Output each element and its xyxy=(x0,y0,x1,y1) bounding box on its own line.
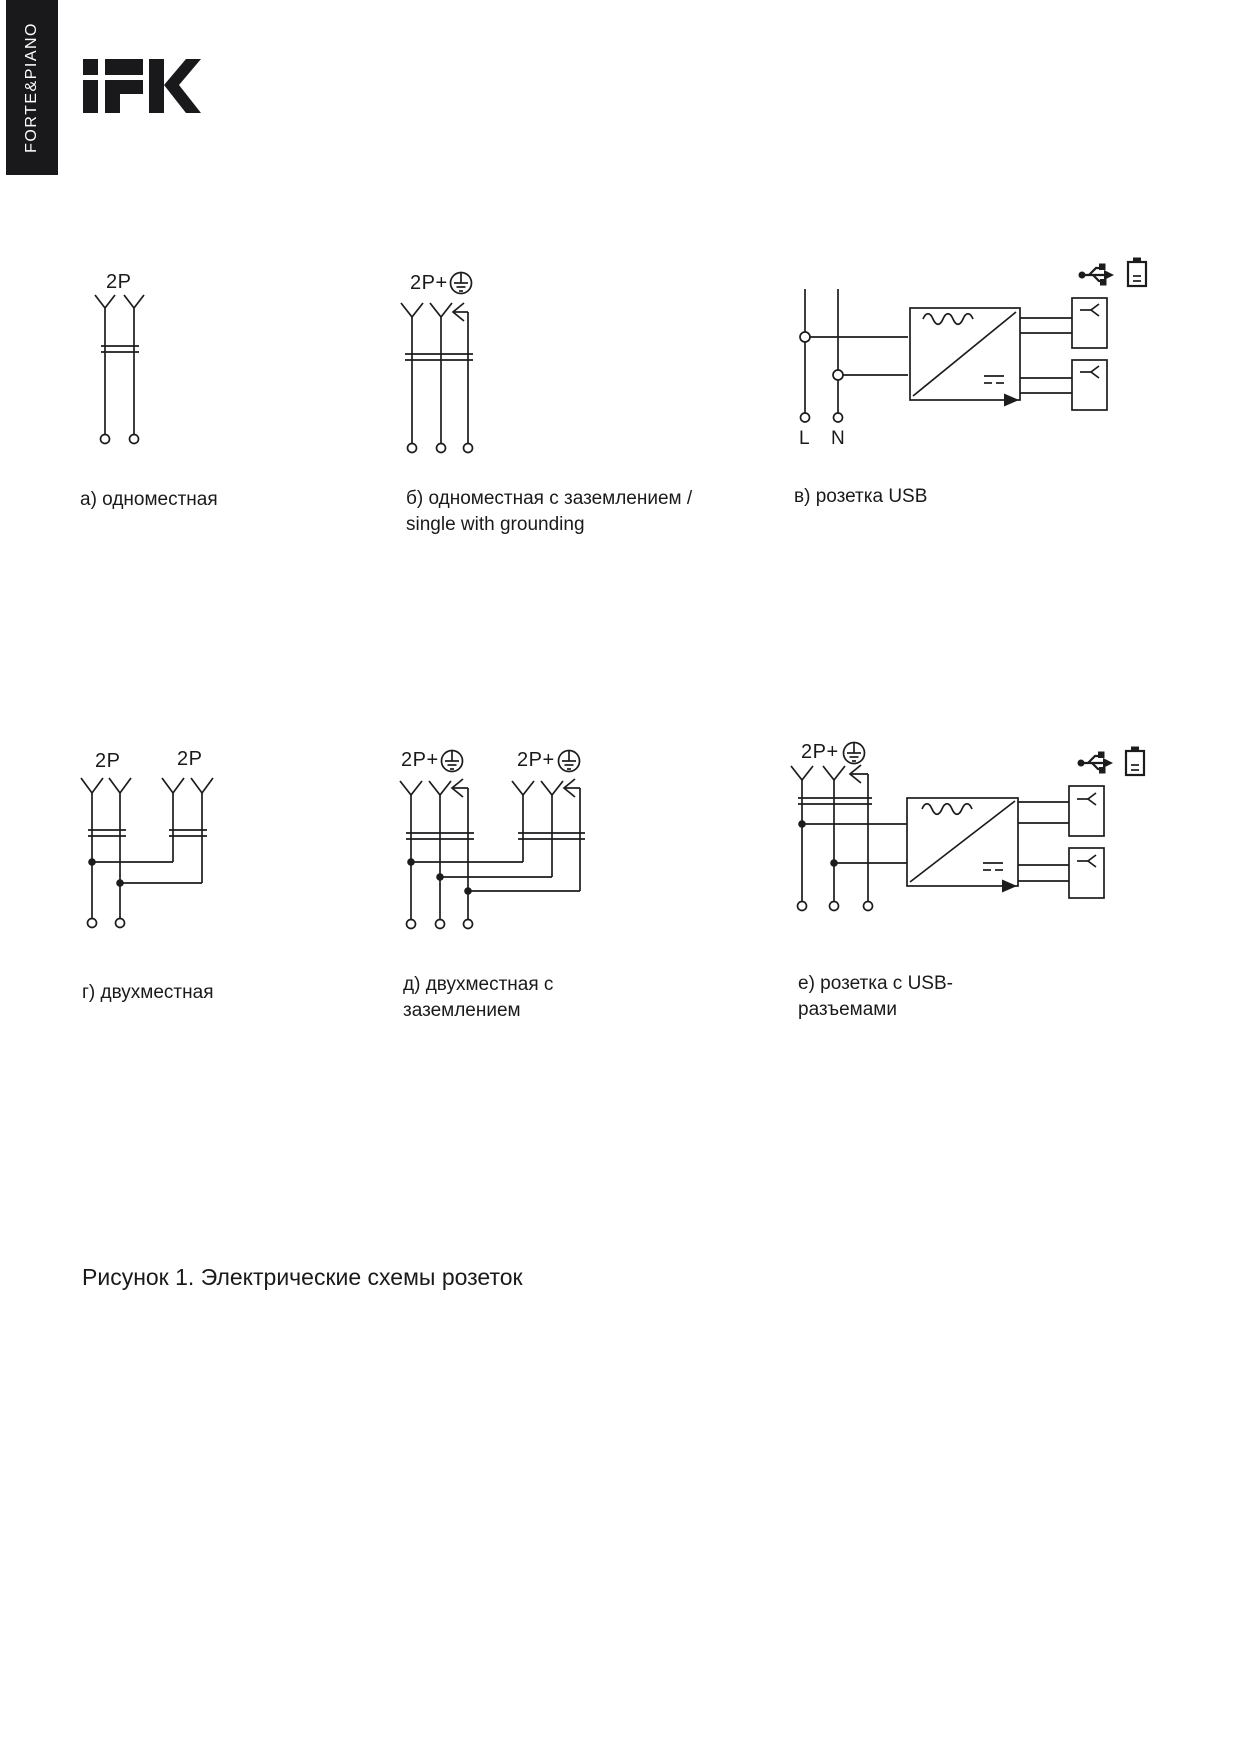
caption-diagram-f-line1: е) розетка с USB- xyxy=(798,973,953,994)
diagram-c-usb-socket xyxy=(800,258,1146,423)
caption-diagram-d: г) двухместная xyxy=(82,982,214,1003)
line-label-L: L xyxy=(799,428,810,449)
junction-dot xyxy=(116,879,124,887)
terminal xyxy=(801,413,810,422)
junction-node xyxy=(833,370,843,380)
caption-diagram-c: в) розетка USB xyxy=(794,486,928,507)
output-arrow-icon xyxy=(1002,880,1017,893)
ground-contact-arrow xyxy=(564,779,580,797)
earth-ground-icon xyxy=(451,273,472,294)
pole-label-f: 2P+ xyxy=(801,741,839,763)
terminal xyxy=(436,920,445,929)
junction-dot xyxy=(88,858,96,866)
terminal xyxy=(464,920,473,929)
ground-contact-arrow xyxy=(452,779,468,797)
diagram-f-usb-grounded-socket xyxy=(791,743,1144,911)
pole-label-d-left: 2P xyxy=(95,750,121,772)
caption-diagram-f xyxy=(798,971,953,1023)
terminal xyxy=(408,444,417,453)
junction-node xyxy=(800,332,810,342)
terminal xyxy=(830,902,839,911)
ac-symbol xyxy=(922,804,972,815)
neutral-label-N: N xyxy=(831,428,845,449)
ground-contact-arrow xyxy=(453,303,468,321)
caption-diagram-e xyxy=(403,972,553,1024)
usb-port-box xyxy=(1069,848,1104,898)
earth-ground-icon xyxy=(844,743,865,764)
caption-diagram-b-line2: single with grounding xyxy=(406,514,585,535)
pole-label-e-left: 2P+ xyxy=(401,749,439,771)
contact-fork-icon xyxy=(109,778,131,793)
usb-port-box xyxy=(1072,360,1107,410)
terminal xyxy=(798,902,807,911)
junction-dot xyxy=(464,887,472,895)
terminal xyxy=(130,435,139,444)
caption-diagram-b-line1: б) одноместная с заземлением / xyxy=(406,488,693,509)
battery-icon xyxy=(1128,258,1146,287)
ground-contact-arrow xyxy=(850,765,868,783)
diagram-d-double-socket xyxy=(81,778,213,928)
usb-port-box xyxy=(1072,298,1107,348)
earth-ground-icon xyxy=(559,751,580,772)
contact-fork-icon xyxy=(512,781,534,795)
contact-fork-icon xyxy=(162,778,184,793)
contact-fork-icon xyxy=(429,781,451,795)
pole-label-b: 2P+ xyxy=(410,272,448,294)
terminal xyxy=(101,435,110,444)
diagram-e-double-grounded-socket xyxy=(400,751,585,929)
caption-diagram-e-line1: д) двухместная с xyxy=(403,974,554,995)
ac-dc-converter-box xyxy=(910,308,1020,407)
pole-label-e-right: 2P+ xyxy=(517,749,555,771)
contact-fork-icon xyxy=(191,778,213,793)
diagram-a-single-socket xyxy=(95,295,144,444)
terminal xyxy=(407,920,416,929)
contact-fork-icon xyxy=(95,295,115,308)
contact-fork-icon xyxy=(81,778,103,793)
usb-port-box xyxy=(1069,786,1104,836)
terminal xyxy=(864,902,873,911)
junction-dot xyxy=(407,858,415,866)
caption-diagram-a: а) одноместная xyxy=(80,489,218,510)
ac-symbol xyxy=(923,314,973,325)
contact-fork-icon xyxy=(541,781,563,795)
pole-label-a: 2P xyxy=(106,271,132,293)
figure-caption: Рисунок 1. Электрические схемы розеток xyxy=(82,1264,523,1290)
pole-label-d-right: 2P xyxy=(177,748,203,770)
terminal xyxy=(464,444,473,453)
caption-diagram-b xyxy=(406,486,692,538)
caption-diagram-f-line2: разъемами xyxy=(798,999,897,1020)
usb-icon xyxy=(1079,264,1115,286)
contact-fork-icon xyxy=(823,766,845,780)
junction-dot xyxy=(830,859,838,867)
terminal xyxy=(88,919,97,928)
contact-fork-icon xyxy=(430,303,452,317)
contact-fork-icon xyxy=(124,295,144,308)
brand-series-label: FORTE&PIANO xyxy=(23,22,40,153)
contact-fork-icon xyxy=(401,303,423,317)
earth-ground-icon xyxy=(442,751,463,772)
usb-icon xyxy=(1078,752,1114,774)
terminal xyxy=(437,444,446,453)
ac-dc-converter-box xyxy=(907,798,1018,893)
contact-fork-icon xyxy=(400,781,422,795)
junction-dot xyxy=(798,820,806,828)
terminal xyxy=(834,413,843,422)
diagram-b-single-grounded-socket xyxy=(401,273,473,453)
dc-symbol xyxy=(983,863,1003,870)
contact-fork-icon xyxy=(791,766,813,780)
battery-icon xyxy=(1126,747,1144,776)
dc-symbol xyxy=(984,376,1004,383)
output-arrow-icon xyxy=(1004,394,1019,407)
junction-dot xyxy=(436,873,444,881)
terminal xyxy=(116,919,125,928)
caption-diagram-e-line2: заземлением xyxy=(403,1000,521,1021)
